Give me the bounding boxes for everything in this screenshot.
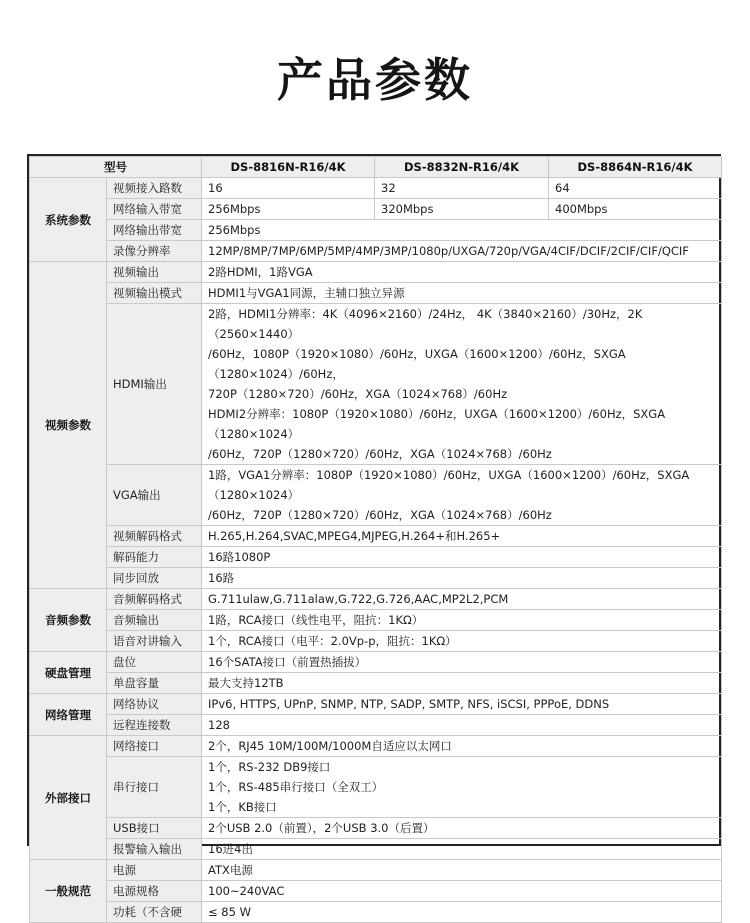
value-line: 2路HDMI，1路VGA — [208, 265, 313, 279]
param-value — [202, 526, 722, 547]
table-row — [30, 283, 722, 304]
param-value — [202, 818, 722, 839]
value-line: ≤ 85 W — [208, 905, 251, 919]
model-header-label: 型号 — [30, 157, 202, 178]
category-label: 硬盘管理 — [30, 652, 107, 694]
param-value — [202, 304, 722, 465]
param-label: VGA输出 — [107, 465, 202, 526]
value-line: 1个，KB接口 — [208, 800, 277, 814]
param-label: 语音对讲输入 — [107, 631, 202, 652]
param-value — [202, 547, 722, 568]
value-line: 100~240VAC — [208, 884, 285, 898]
table-row — [30, 547, 722, 568]
table-row — [30, 757, 722, 818]
param-label: 远程连接数 — [107, 715, 202, 736]
table-row — [30, 568, 722, 589]
value-line: 1路，RCA接口（线性电平，阻抗：1KΩ） — [208, 613, 424, 627]
param-value — [202, 241, 722, 262]
param-value — [202, 736, 722, 757]
value-line: 1个，RS-485串行接口（全双工） — [208, 780, 384, 794]
param-value — [202, 465, 722, 526]
param-value: 32 — [375, 178, 549, 199]
param-value: 320Mbps — [375, 199, 549, 220]
table-row — [30, 860, 722, 881]
table-row — [30, 715, 722, 736]
table-row — [30, 304, 722, 465]
param-label: 功耗（不含硬 — [107, 902, 202, 923]
value-line: ATX电源 — [208, 863, 253, 877]
param-label: 网络输入带宽 — [107, 199, 202, 220]
param-value: 64 — [549, 178, 722, 199]
value-line: 最大支持12TB — [208, 676, 284, 690]
param-label: 视频输出 — [107, 262, 202, 283]
param-label: 音频输出 — [107, 610, 202, 631]
value-line: 16路 — [208, 571, 235, 585]
category-label: 网络管理 — [30, 694, 107, 736]
value-line: 1个，RCA接口（电平：2.0Vp-p，阻抗：1KΩ） — [208, 634, 457, 648]
param-value — [202, 757, 722, 818]
param-label: USB接口 — [107, 818, 202, 839]
table-row — [30, 199, 722, 220]
param-value: 400Mbps — [549, 199, 722, 220]
param-value — [202, 652, 722, 673]
table-row — [30, 610, 722, 631]
param-value — [202, 694, 722, 715]
value-line: 2个，RJ45 10M/100M/1000M自适应以太网口 — [208, 739, 452, 753]
table-row — [30, 178, 722, 199]
param-label: 网络接口 — [107, 736, 202, 757]
category-label: 音频参数 — [30, 589, 107, 652]
param-value — [202, 220, 722, 241]
model-header-2: DS-8832N-R16/4K — [375, 157, 549, 178]
value-line: 1路，VGA1分辨率：1080P（1920×1080）/60Hz，UXGA（1600×1200）/60Hz，SXGA（1280×1024） — [208, 468, 690, 502]
table-row — [30, 694, 722, 715]
value-line: /60Hz，720P（1280×720）/60Hz，XGA（1024×768）/60Hz — [208, 447, 552, 461]
value-line: 1个，RS-232 DB9接口 — [208, 760, 331, 774]
category-label: 系统参数 — [30, 178, 107, 262]
value-line: G.711ulaw,G.711alaw,G.722,G.726,AAC,MP2L2,PCM — [208, 592, 509, 606]
table-row — [30, 262, 722, 283]
category-label: 视频参数 — [30, 262, 107, 589]
table-row — [30, 589, 722, 610]
param-label: 录像分辨率 — [107, 241, 202, 262]
param-value — [202, 631, 722, 652]
param-label: 电源规格 — [107, 881, 202, 902]
model-header-1: DS-8816N-R16/4K — [202, 157, 375, 178]
table-row — [30, 818, 722, 839]
param-value — [202, 715, 722, 736]
param-value — [202, 568, 722, 589]
param-label: 同步回放 — [107, 568, 202, 589]
param-label: 视频输出模式 — [107, 283, 202, 304]
value-line: 16路1080P — [208, 550, 271, 564]
value-line: 128 — [208, 718, 230, 732]
param-label: 电源 — [107, 860, 202, 881]
param-value — [202, 673, 722, 694]
param-label: 报警输入输出 — [107, 839, 202, 860]
table-row — [30, 736, 722, 757]
param-label: HDMI输出 — [107, 304, 202, 465]
param-label: 视频解码格式 — [107, 526, 202, 547]
param-value: 256Mbps — [202, 199, 375, 220]
value-line: 256Mbps — [208, 223, 261, 237]
table-row — [30, 220, 722, 241]
param-value — [202, 262, 722, 283]
value-line: /60Hz，720P（1280×720）/60Hz，XGA（1024×768）/60Hz — [208, 508, 552, 522]
value-line: HDMI1与VGA1同源，主辅口独立异源 — [208, 286, 405, 300]
table-row — [30, 526, 722, 547]
param-label: 单盘容量 — [107, 673, 202, 694]
param-value — [202, 902, 722, 923]
table-row — [30, 839, 722, 860]
value-line: H.265,H.264,SVAC,MPEG4,MJPEG,H.264+和H.265+ — [208, 529, 501, 543]
value-line: IPv6, HTTPS, UPnP, SNMP, NTP, SADP, SMTP, NFS, iSCSI, PPPoE, DDNS — [208, 697, 610, 711]
value-line: 2路，HDMI1分辨率：4K（4096×2160）/24Hz， 4K（3840×2160）/30Hz，2K（2560×1440） — [208, 307, 643, 341]
model-header-3: DS-8864N-R16/4K — [549, 157, 722, 178]
table-row — [30, 902, 722, 923]
table-header-row — [30, 157, 722, 178]
param-label: 串行接口 — [107, 757, 202, 818]
param-value — [202, 881, 722, 902]
param-value — [202, 283, 722, 304]
page-title: 产品参数 — [277, 53, 473, 107]
value-line: 12MP/8MP/7MP/6MP/5MP/4MP/3MP/1080p/UXGA/720p/VGA/4CIF/DCIF/2CIF/CIF/QCIF — [208, 244, 689, 258]
value-line: HDMI2分辨率：1080P（1920×1080）/60Hz，UXGA（1600×1200）/60Hz，SXGA（1280×1024） — [208, 407, 666, 441]
category-label: 一般规范 — [30, 860, 107, 923]
param-label: 音频解码格式 — [107, 589, 202, 610]
category-label: 外部接口 — [30, 736, 107, 860]
table-row — [30, 673, 722, 694]
value-line: /60Hz，1080P（1920×1080）/60Hz，UXGA（1600×1200）/60Hz，SXGA（1280×1024）/60Hz， — [208, 347, 626, 381]
value-line: 720P（1280×720）/60Hz，XGA（1024×768）/60Hz — [208, 387, 508, 401]
value-line: 2个USB 2.0（前置），2个USB 3.0（后置） — [208, 821, 435, 835]
param-label: 盘位 — [107, 652, 202, 673]
param-value — [202, 839, 722, 860]
table-row — [30, 465, 722, 526]
value-line: 16进4出 — [208, 842, 253, 856]
param-value — [202, 589, 722, 610]
param-label: 网络输出带宽 — [107, 220, 202, 241]
value-line: 16个SATA接口（前置热插拔） — [208, 655, 367, 669]
param-value: 16 — [202, 178, 375, 199]
table-row — [30, 881, 722, 902]
param-label: 网络协议 — [107, 694, 202, 715]
param-value — [202, 860, 722, 881]
param-label: 解码能力 — [107, 547, 202, 568]
table-row — [30, 652, 722, 673]
table-row — [30, 631, 722, 652]
table-row — [30, 241, 722, 262]
param-label: 视频接入路数 — [107, 178, 202, 199]
param-value — [202, 610, 722, 631]
spec-table — [27, 154, 721, 919]
